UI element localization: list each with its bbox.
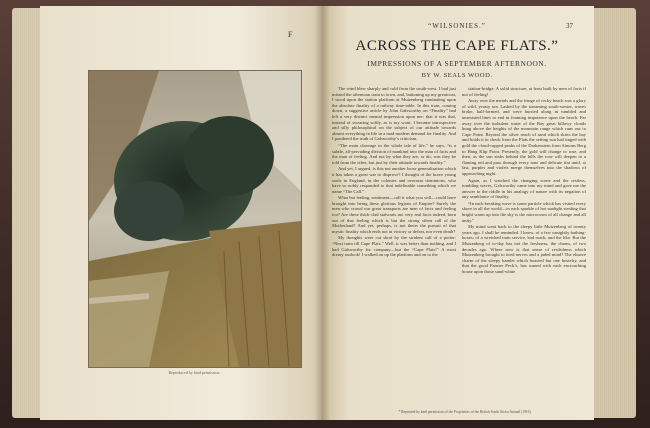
book-gutter bbox=[314, 6, 330, 420]
paragraph: My mind went back to the sleepy little Muizenberg of twenty years ago. I shall be reminded. I know, of a few unsightly bathing-boxes; of a wretched train service, bad roads, and the like. But the Muizenberg of to-day has not the freshness, the charm, of two decades ago. Where now is that sense of restfulness which Muizenberg brought to tired nerves and a jaded mind? The elusive charm of the sleepy hamlet which boasted but one hostelry, and that the good Farmer Peck’s, has waned with each encroaching house upon those sand-white bbox=[462, 224, 586, 274]
page-edges-right bbox=[592, 8, 636, 418]
running-head: “WILSONIES.” bbox=[428, 22, 486, 30]
article-subtitle: IMPRESSIONS OF A SEPTEMBER AFTERNOON. bbox=[367, 59, 547, 68]
paragraph: “In each breaking wave is some particle which has visited every shore in all the world—in each sparkle of hot sunlight stealing that bright warm up into the sky is the microcosm of all change and all unity.” bbox=[462, 200, 586, 223]
article-byline: BY W. SEALS WOOD. bbox=[421, 72, 493, 79]
paragraph: My thoughts were cut short by the strident call of a porter: “Next train till Cape Flats.” Well, it was better than nothing, and I had Galsworthy for company—but the “Cape Flats!” A most dreary outlook! I walked on up the platform and on to the bbox=[332, 235, 456, 258]
painting-caption: Reproduced by kind permission bbox=[168, 370, 220, 375]
text-column-right bbox=[462, 86, 586, 406]
paragraph: And yet, I argued, is this not another loose generalisation which it has taken a great war to disprove? I thought of the brave young souls in England, in the colonies and overseas dominions, who have so nobly responded to that indefinable something which we name “The Call.” bbox=[332, 166, 456, 194]
left-page-number: F bbox=[288, 30, 293, 39]
paragraph: The wind blew sharply and cold from the south-west. I had just missed the afternoon train to town, and, buttoning up my greatcoat, I stood upon the station platform at Muizenberg ruminating upon the absolute finality of a railway time-table. In this train, coming down, a suggestive article by John Galsworthy on “Finality” had left a very distinct mental impression upon me: that it was that, instead of swearing softly, as is my wont, I became introspective and silly philosophical on the subject of our attitude towards almost everything in life in a mad modern demand for finality. And I pondered the truth of Galsworthy’s criticism. bbox=[332, 86, 456, 142]
right-page-number: 37 bbox=[566, 22, 573, 30]
footnote: * Reprinted by kind permission of the Proprietors of the British South Africa Annual (1916). bbox=[398, 410, 532, 414]
painting-image bbox=[89, 71, 301, 367]
paragraph: What but feeling, sentiment—call it what you will—could have brought into being these glorious legions of Empire? Surely the men who crowd our great transports are men of facts and feeling too? Are these thick-clad stalwarts not very real facts indeed, born out of that feeling which is but the strong silent call of the Motherland? And yet, perhaps, is not theirs the pursuit of that mystic finality which ends not in victory or defeat, nor even death? bbox=[332, 195, 456, 234]
paragraph: “The main cleavage in the whole tale of life,” he says, “is a subtle, all-pervading division of mankind into the man of facts and the man of feeling. And not by what they are, or do, was they be told from the other, but just by their attitude towards finality.” bbox=[332, 142, 456, 165]
paragraph: Again, as I watched the changing scene and the restless, tumbling waves, Galsworthy came into my mind and gave me the answer to the riddle in his analogy of nature with its negation of any semblance of finality. bbox=[462, 177, 586, 200]
paragraph: station-bridge. A solid structure, at least built by men of facts if not of feeling! bbox=[462, 86, 586, 97]
text-column-left bbox=[332, 86, 456, 406]
article-title: ACROSS THE CAPE FLATS.” bbox=[355, 38, 559, 54]
paragraph: Away over the metals and the fringe of rocky beach was a glory of wild, yeasty sea. Lashed by the streaming south-wester, waves broke, half-formed, and were hurried along in tumbled and unresisted lines to end in foaming impotence upon the beach. Far away over the turbulent water of the Bay great billowy clouds hung above the heights of the mountain range which runs out to Cape Point. Beyond the silver reach of sand which skirts the bay and holds it in check from the Flats the setting sun had tinged with gold the cloud-capped peaks of the Drakenstein from Simons Berg to Hang Klip Point. Presently, the gold will change to rose, and then, as the sun sinks behind the hills the rose will deepen to a flaming red and pass through every tone and delicate tint until, at last, purples and violets merge themselves into the shadows of approaching night. bbox=[462, 98, 586, 176]
landscape-painting bbox=[88, 70, 302, 368]
